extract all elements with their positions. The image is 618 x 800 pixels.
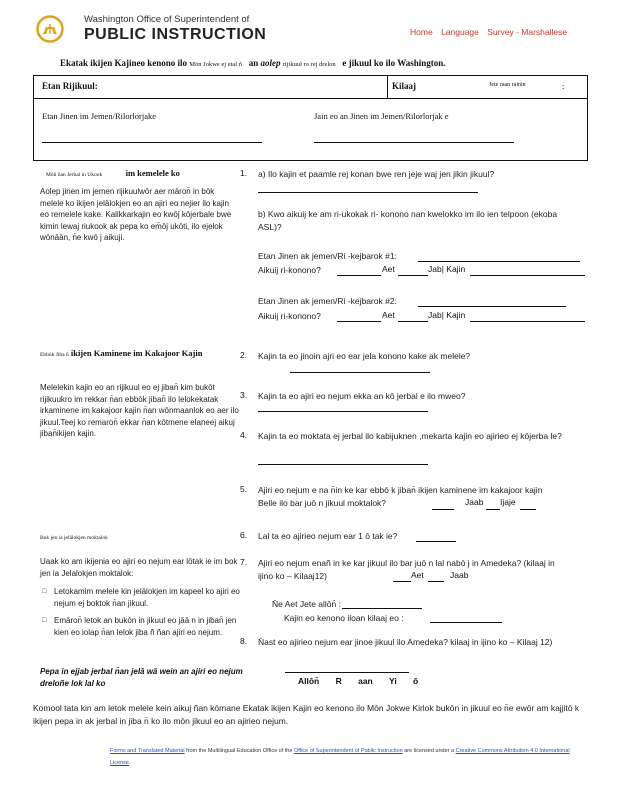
answer-field[interactable] [342, 608, 422, 609]
answer-field[interactable] [432, 509, 454, 510]
answer-field[interactable] [470, 275, 585, 276]
question-text: N̄e Aet Jete allōn̄ : [272, 599, 341, 609]
student-name-field[interactable] [114, 78, 379, 96]
question-number: 4. [240, 430, 248, 440]
question-text: Etan Jinen ak jemen/Ri -kejbarok #2: [258, 296, 397, 306]
heading-text: ikijen Kaminene im Kakajoor Kajin [70, 348, 203, 358]
divider [34, 98, 587, 99]
answer-field[interactable] [337, 321, 381, 322]
question-text: Etan Jinen ak jemen/Ri -kejbarok #1: [258, 251, 397, 261]
footer-text: . [128, 760, 131, 766]
heading-small: Ebbōk Jiba ñ [40, 352, 69, 358]
title-part: Ekatak ikijen Kajineo kenono ilo [60, 58, 188, 68]
language-support-paragraph: Melelekin kajin eo an rijikuul eo ej jiban̄ kim bukōt rijikuukro im rekkar n̄an ebbōk jiban̄ ilo lelokekatak irkaminene im kakajoor kajin n̄an wōnmaanlok eo aer ilo jikuul.Teej ko remaron̄ ekkar n̄an kōtmene elaneej aikuj jiban̄ikijen kajin. [40, 383, 239, 438]
date-label: Jete raan rainin [489, 82, 526, 88]
option-label: Aet [382, 264, 395, 274]
forms-link[interactable]: Forms and Translated Material [110, 748, 185, 754]
answer-field[interactable] [418, 306, 566, 307]
question-text: Kajin ta eo jinoin ajri eo ear jela konono kake ak melele? [258, 351, 471, 361]
option-label: Allōn̄ R aan Yi ō [298, 676, 419, 686]
option-label: Ijaje [500, 497, 516, 507]
question-number: 1. [240, 168, 248, 178]
rights-paragraph: Aolep jinen im jemen rijikuulwōr aer māron̄ in bōk melele ko ikijen jelālokjen eo an ajiri eo nejier ilo kajin eo remelele kake. Kalikkarkajin eo kwōj kōjerbale bwe kimin lewaj riukook ak pepa ko em̄ōj ukōti, ilo ejelok wōnāān, n̄e kwō j aikuji. [40, 187, 232, 242]
footer-text: from the Multilingual Education Office of the [186, 748, 293, 754]
answer-field[interactable] [258, 464, 428, 465]
question-text: Kajin ta eo ajiri eo nejum ekka an kō jerbal e ilo mweo? [258, 391, 466, 401]
nav-survey-link[interactable]: Survey - Marshallese [487, 27, 568, 37]
question-text: b) Kwo aikuij ke am ri-ukokak ri- konono nan kwelokko im ilo ien telpoon (ekoba ASL)? [258, 209, 558, 232]
grade-label: Kilaaj [392, 81, 416, 91]
question-number: 6. [240, 530, 248, 540]
option-label: Jab| Kajin [428, 264, 466, 274]
parent-signature-label: Jain eo an Jinen im Jemen/Rilorlorjak e [314, 111, 449, 121]
footer-text: are licensed under a [404, 748, 455, 754]
divider [387, 76, 388, 98]
answer-field[interactable] [486, 509, 500, 510]
section-heading [40, 531, 108, 541]
question-text: a) Ilo kajin et paamle rej konan bwe ren jeje waj jen jikin jikuul? [258, 169, 495, 179]
answer-field[interactable] [470, 321, 585, 322]
nav-home-link[interactable]: Home [410, 27, 433, 37]
question-number: 7. [240, 557, 248, 567]
note-italic: Pepa in ejjab jerbal n̄an jelā wā wein an ajiri eo nejum dreloñe lok lal ko [40, 667, 243, 688]
list-item: □ Letokamim melele kin jelālokjen im kapeel ko ajiri eo nejum ej boktok n̄an jikuul. [44, 586, 244, 609]
title-part: rijikuul ro rej drelon [282, 61, 336, 68]
answer-field[interactable] [285, 672, 409, 673]
question-number: 5. [240, 484, 248, 494]
answer-field[interactable] [520, 509, 536, 510]
heading-small: Bok jen ia jelālokjen moktalok [40, 535, 108, 541]
question-text: Kajin ta eo moktata ej jerbal ilo kabijuknen ,mekarta kajin eo ajirieo ej kōjerba le? [258, 431, 562, 441]
title-part: aolep [260, 58, 281, 68]
license-link[interactable]: Creative Commons Attribution 4.0 International License [110, 748, 570, 766]
answer-field[interactable] [416, 541, 456, 542]
title-part: Mōn Jokwe ej etal ñ [189, 61, 242, 68]
option-label: Aet [382, 310, 395, 320]
list-item: □ Emāron̄ letok an bukōn in jikuul eo jāā n in jiban̄ jen kien eo iolap n̄an lelok jiba ñ ñan ajiri eo nejum. [44, 615, 244, 638]
question-text: Aikuij ri-konono? [258, 311, 321, 321]
question-number: 2. [240, 350, 248, 360]
question-number: 3. [240, 390, 248, 400]
answer-field[interactable] [290, 372, 430, 373]
answer-field[interactable] [398, 321, 428, 322]
student-info-box [33, 75, 588, 161]
parent-name-field[interactable] [42, 142, 262, 143]
question-text: Kajin eo kenono iloan kilaaj eo : [284, 613, 404, 623]
answer-field[interactable] [258, 192, 478, 193]
answer-field[interactable] [258, 411, 428, 412]
question-text: Ajiri eo nejum e na n̄in ke kar ebbō k jiban̄ ikijen kaminene im kakajoor kajin Belle ilo bar juō n jikuul moktalok? [258, 485, 543, 508]
parent-name-label: Etan Jinen im Jemen/Rilorlorjake [42, 111, 157, 121]
prior-education-paragraph: Uaak ko am ikijenia eo ajiri eo nejum ear lōtak ie im bok jen ia Jelalokjen moktalok: [40, 557, 238, 578]
heading-text: im kemelele ko [125, 168, 180, 178]
option-label: Aet [411, 570, 424, 580]
student-name-label: Etan Rijikuul: [42, 81, 98, 91]
answer-field[interactable] [398, 275, 428, 276]
answer-field[interactable] [393, 581, 411, 582]
answer-field[interactable] [428, 581, 444, 582]
section-heading [46, 168, 180, 178]
page-title [60, 58, 446, 68]
nav-language-link[interactable]: Language [441, 27, 479, 37]
question-text: N̄ast eo ajirieo nejum ear jinoe jikuul ilo Amedeka? kilaaj in ijino ko – Kilaaj 12) [258, 637, 553, 647]
option-label: Jaab [465, 497, 484, 507]
ospi-logo-icon [36, 15, 64, 43]
option-label: Jab| Kajin [428, 310, 466, 320]
option-label: Jaab [450, 570, 469, 580]
title-part: an [248, 58, 259, 68]
date-colon: : [562, 81, 565, 91]
ospi-link[interactable]: Office of Superintendent of Public Instruction [293, 748, 403, 754]
heading-small: Mōn̄ ñan Jerbal in Ukook [46, 172, 103, 178]
answer-field[interactable] [430, 622, 502, 623]
title-part: e jikuul ko ilo Washington. [342, 58, 446, 68]
org-name-top: Washington Office of Superintendent of [84, 14, 250, 25]
question-number: 8. [240, 636, 248, 646]
answer-field[interactable] [337, 275, 381, 276]
parent-signature-field[interactable] [314, 142, 514, 143]
question-text: Ajiri eo nejum enañ in ke kar jikuul ilo bar juō n lal nabō j in Amedeka? (kilaaj in ijino ko – Kilaaj12) [258, 558, 555, 581]
closing-paragraph: Komool tata kin am letok melele kein aikuj ñan kōmane Ekatak ikijen Kajin eo kenono ilo Mōn Jokwe Kirlok bukōn in jikuul eo n̄e ewōr am kajjitō k ikijen pepa in ak jerbal in jiba n̄ ko ilo mōn jikuul eo an ajirieo nejum. [33, 703, 580, 726]
org-name-main: PUBLIC INSTRUCTION [84, 26, 267, 43]
section-heading [40, 347, 240, 361]
answer-field[interactable] [418, 261, 580, 262]
question-text: Aikuij ri-konono? [258, 265, 321, 275]
question-text: Lal ta eo ajirieo nejum ear 1 ō tak ie? [258, 531, 398, 541]
top-nav [410, 27, 573, 37]
license-footer [110, 745, 590, 769]
